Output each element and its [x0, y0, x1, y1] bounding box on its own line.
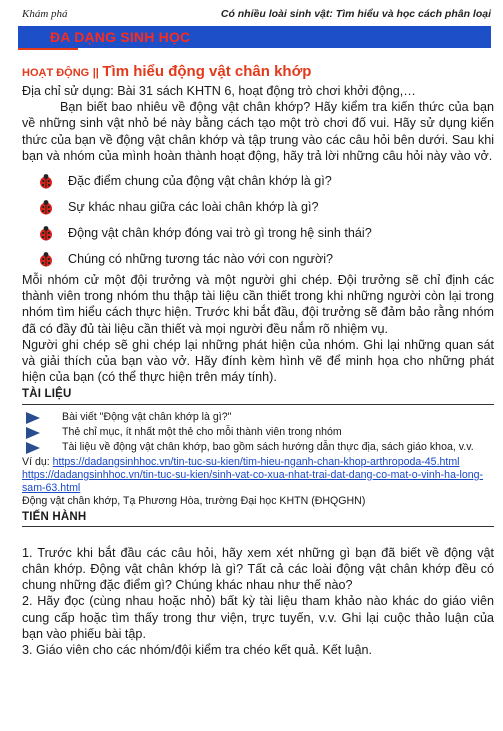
triangle-arrow-icon	[26, 442, 40, 454]
resource-list	[22, 411, 494, 454]
procedure-heading: TIẾN HÀNH	[22, 509, 494, 527]
resource-text: Tài liệu về động vật chân khớp, bao gồm sách hướng dẫn thực địa, sách giáo khoa, v.v.	[62, 440, 474, 453]
recorder-paragraph: Người ghi chép sẽ ghi chép lại những phát hiện của nhóm. Ghi lại những quan sát và giải thích của bạn vào vở. Hãy đính kèm hình vẽ để minh họa cho những phát hiện của bạn (có thể thực hiện trên máy tính).	[22, 337, 494, 385]
link-arthropoda[interactable]: https://dadangsinhhoc.vn/tin-tuc-su-kien/tim-hieu-nganh-chan-khop-arthropoda-45.html	[52, 455, 460, 468]
accent-line	[18, 48, 78, 50]
address-line: Địa chỉ sử dụng: Bài 31 sách KHTN 6, hoạt động trò chơi khởi động,…	[22, 84, 416, 98]
resource-text: Bài viết "Động vật chân khớp là gì?"	[62, 410, 232, 423]
ladybug-icon	[38, 251, 54, 267]
question-text: Động vật chân khớp đóng vai trò gì trong hệ sinh thái?	[68, 225, 372, 240]
resource-item	[22, 441, 494, 454]
resource-item	[22, 426, 494, 439]
ladybug-icon	[38, 199, 54, 215]
book-reference: Động vật chân khớp, Tạ Phương Hòa, trường Đại học KHTN (ĐHQGHN)	[22, 494, 366, 507]
procedure-step: 3. Giáo viên cho các nhóm/đội kiểm tra chéo kết quả. Kết luận.	[22, 643, 373, 658]
link-ha-long[interactable]: https://dadangsinhhoc.vn/tin-tuc-su-kien/sinh-vat-co-xua-nhat-trai-dat-dang-co-mat-o-vinh-ha-long-sam-63.html	[22, 468, 484, 494]
main-content	[22, 62, 494, 658]
question-text: Chúng có những tương tác nào với con người?	[68, 251, 334, 266]
activity-label: HOẠT ĐỘNG	[22, 67, 90, 79]
triangle-arrow-icon	[26, 427, 40, 439]
triangle-arrow-icon	[26, 412, 40, 424]
resource-item	[22, 411, 494, 424]
question-text: Sự khác nhau giữa các loài chân khớp là gì?	[68, 199, 319, 214]
resources-heading: TÀI LIỆU	[22, 386, 494, 404]
page-header	[0, 0, 503, 52]
intro-paragraph: Bạn biết bao nhiêu về động vật chân khớp? Hãy kiểm tra kiến thức của bạn về những sinh vật nhỏ bé này bằng cách tạo một trò chơi đố vui. Hãy sử dụng kiến thức của bạn về động vật chân khớp và tập trung vào các câu hỏi bên dưới. Sau khi bạn và nhóm của mình hoàn thành hoạt động, hãy trả lời những câu hỏi này vào vở.	[22, 100, 494, 163]
question-item	[22, 194, 494, 220]
activity-separator: ||	[92, 67, 99, 79]
activity-title	[22, 62, 494, 83]
procedure-step: 2. Hãy đọc (cùng nhau hoặc nhỏ) bất kỳ tài liệu tham khảo nào khác do giáo viên cung cấp hoặc tìm thấy trong thư viện, trực tuyến, v.v. Ghi lại cuộc thảo luận của bạn vào phiếu bài tập.	[22, 594, 494, 641]
example-prefix: Ví dụ:	[22, 455, 53, 468]
procedure-step: 1. Trước khi bắt đầu các câu hỏi, hãy xem xét những gì bạn đã biết về động vật chân khớp. Động vật chân khớp là gì? Tất cả các loài động vật chân khớp đều có chung những đặc điểm gì? Chúng khác nhau như thế nào?	[22, 545, 494, 593]
team-paragraph: Mỗi nhóm cử một đội trưởng và một người ghi chép. Đội trưởng sẽ chỉ định các thành viên trong nhóm thu thập tài liệu cần thiết trong khi những người còn lại trong nhóm tìm hiểu cách thực hiện. Trước khi bắt đầu, đội trưởng sẽ đảm bảo rằng nhóm đã có đầy đủ tài liệu cần thiết và mọi người đều nắm rõ nhiệm vụ.	[22, 273, 494, 336]
question-item	[22, 220, 494, 246]
question-text: Đặc điểm chung của động vật chân khớp là gì?	[68, 173, 332, 188]
question-list	[22, 168, 494, 272]
ladybug-icon	[38, 225, 54, 241]
section-kham-pha: Khám phá	[22, 8, 68, 20]
ladybug-icon	[38, 173, 54, 189]
example-block	[22, 456, 494, 508]
resource-text: Thẻ chỉ mục, ít nhất một thẻ cho mỗi thành viên trong nhóm	[62, 425, 342, 438]
title-band	[18, 26, 491, 48]
header-subtitle: Có nhiều loài sinh vật: Tìm hiểu và học cách phân loại	[220, 8, 491, 20]
spacer	[22, 527, 494, 545]
question-item	[22, 168, 494, 194]
question-item	[22, 246, 494, 272]
activity-heading: Tìm hiểu động vật chân khớp	[102, 63, 312, 80]
band-title: ĐA DẠNG SINH HỌC	[50, 29, 191, 45]
